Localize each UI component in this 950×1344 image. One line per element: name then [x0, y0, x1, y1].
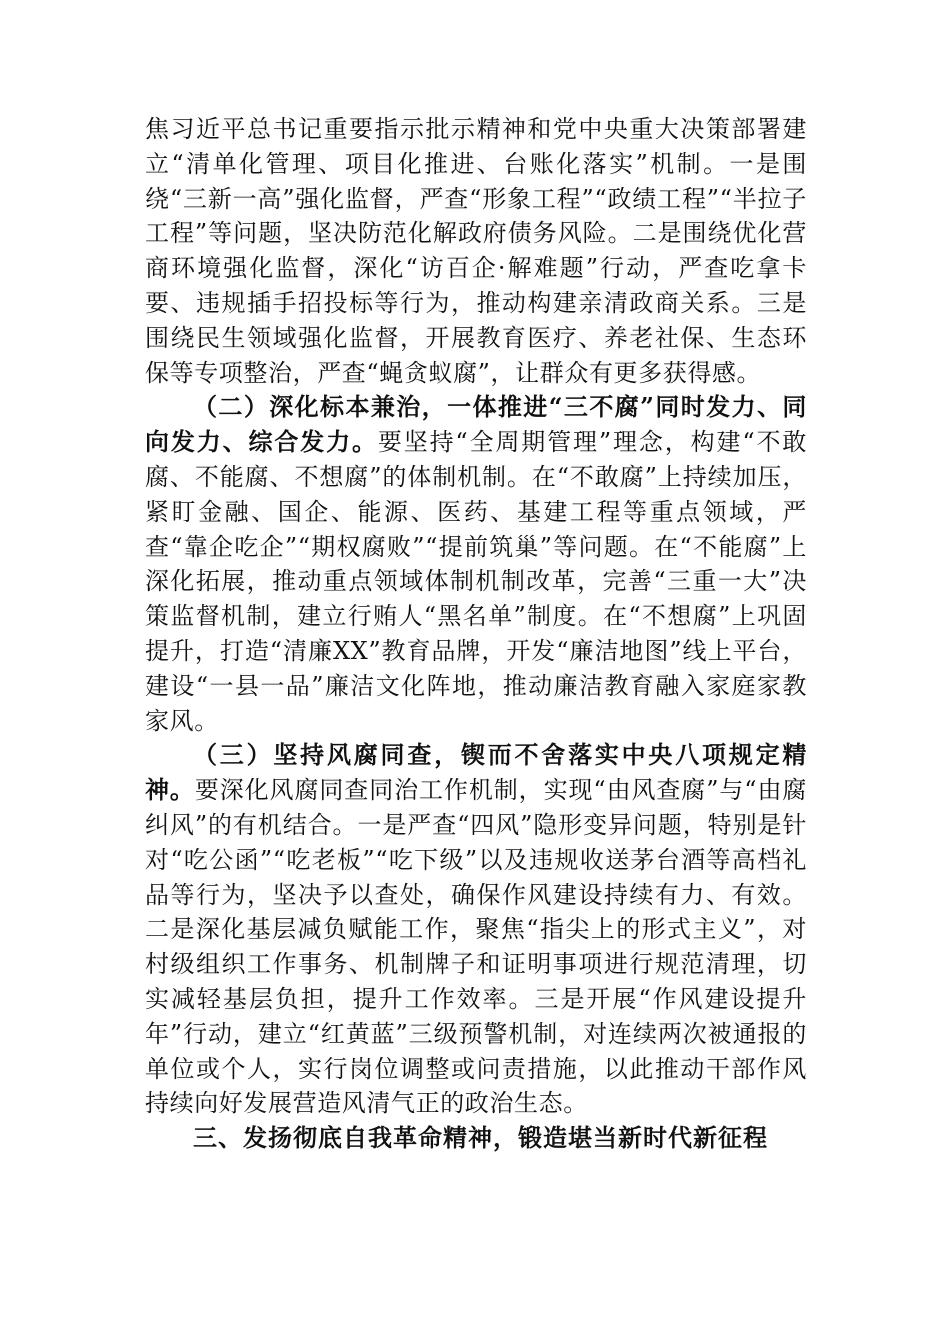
paragraph-3-lead: （三）坚持风腐同查，锲而不舍落实中央八项规定精神。: [145, 740, 807, 805]
paragraph-2: [145, 390, 807, 738]
paragraph-3-body: 要深化风腐同查同治工作机制，实现“由风查腐”与“由腐纠风”的有机结合。一是严查“四风”隐形变异问题，特别是针对“吃公函”“吃老板”“吃下级”以及违规收送茅台酒等高档礼品等行为，坚决予以查处，确保作风建设持续有力、有效。二是深化基层减负赋能工作，聚焦“指尖上的形式主义”，对村级组织工作事务、机制牌子和证明事项进行规范清理，切实减轻基层负担，提升工作效率。三是开展“作风建设提升年”行动，建立“红黄蓝”三级预警机制，对连续两次被通报的单位或个人，实行岗位调整或问责措施，以此推动干部作风持续向好发展营造风清气正的政治生态。: [145, 776, 807, 1118]
paragraph-1: 焦习近平总书记重要指示批示精神和党中央重大决策部署建立“清单化管理、项目化推进、台账化落实”机制。一是围绕“三新一高”强化监督，严查“形象工程”“政绩工程”“半拉子工程”等问题，坚决防范化解政府债务风险。二是围绕优化营商环境强化监督，深化“访百企·解难题”行动，严查吃拿卡要、违规插手招投标等行为，推动构建亲清政商关系。三是围绕民生领域强化监督，开展教育医疗、养老社保、生态环保等专项整治，严查“蝇贪蚁腐”，让群众有更多获得感。: [145, 115, 807, 387]
section-heading: 三、发扬彻底自我革命精神，锻造堪当新时代新征程: [193, 1124, 768, 1153]
document-page: [145, 112, 807, 1156]
paragraph-3: [145, 738, 807, 1121]
paragraph-2-body: 要坚持“全周期管理”理念，构建“不敢腐、不能腐、不想腐”的体制机制。在“不敢腐”上持续加压，紧盯金融、国企、能源、医药、基建工程等重点领域，严查“靠企吃企”“期权腐败”“提前筑巢”等问题。在“不能腐”上深化拓展，推动重点领域体制机制改革，完善“三重一大”决策监督机制，建立行贿人“黑名单”制度。在“不想腐”上巩固提升，打造“清廉XX”教育品牌，开发“廉洁地图”线上平台，建设“一县一品”廉洁文化阵地，推动廉洁教育融入家庭家教家风。: [145, 428, 808, 735]
paragraph-2-lead: （二）深化标本兼治，一体推进“三不腐”同时发力、同向发力、综合发力。: [145, 392, 807, 457]
